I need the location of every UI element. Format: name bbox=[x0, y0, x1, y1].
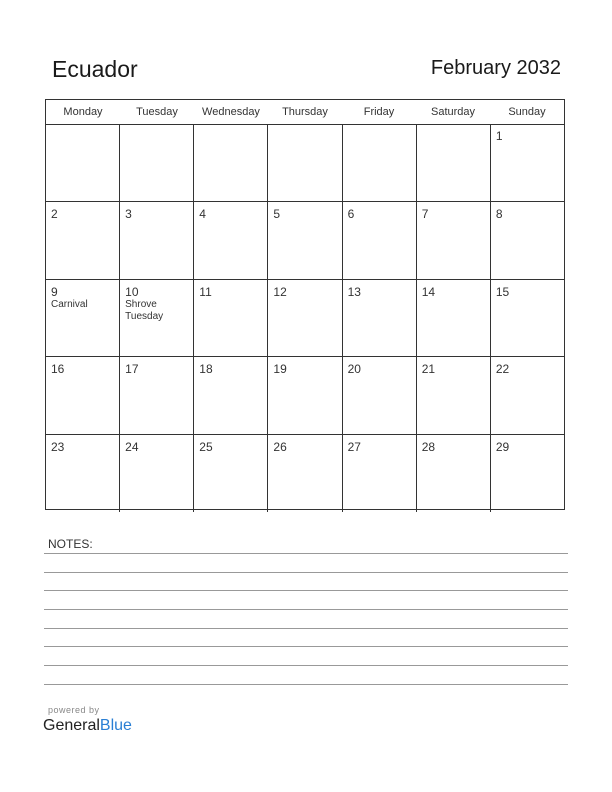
day-cell bbox=[268, 124, 342, 201]
weekday-tuesday: Tuesday bbox=[136, 106, 178, 118]
day-cell bbox=[491, 357, 564, 434]
day-cell bbox=[343, 280, 417, 357]
note-line bbox=[44, 609, 568, 610]
weekday-saturday: Saturday bbox=[430, 106, 476, 118]
day-number: 9 bbox=[51, 284, 58, 299]
week-row bbox=[46, 201, 564, 279]
note-line bbox=[44, 646, 568, 647]
note-line bbox=[44, 590, 568, 591]
day-number: 29 bbox=[495, 439, 510, 454]
day-number: 22 bbox=[495, 362, 510, 377]
day-number: 24 bbox=[125, 439, 139, 454]
day-number: 11 bbox=[199, 284, 212, 299]
day-number: 20 bbox=[347, 362, 361, 377]
day-cell bbox=[194, 435, 268, 512]
day-cell bbox=[268, 435, 342, 512]
week-row bbox=[46, 434, 564, 512]
day-cell bbox=[417, 202, 491, 279]
day-cell bbox=[120, 124, 194, 201]
day-cell bbox=[194, 280, 268, 357]
day-cell bbox=[343, 124, 417, 201]
day-cell bbox=[417, 435, 491, 512]
day-number: 18 bbox=[199, 362, 213, 377]
week-row bbox=[46, 279, 564, 357]
day-number: 15 bbox=[495, 284, 510, 299]
day-number: 2 bbox=[51, 207, 58, 222]
calendar-grid bbox=[45, 99, 565, 510]
powered-by-text: powered by bbox=[48, 705, 100, 715]
day-number: 21 bbox=[421, 362, 436, 377]
day-cell bbox=[268, 280, 342, 357]
day-cell bbox=[491, 202, 564, 279]
day-number: 28 bbox=[421, 439, 436, 454]
day-cell bbox=[194, 202, 268, 279]
weekday-monday: Monday bbox=[63, 106, 103, 118]
notes-label: NOTES: bbox=[48, 537, 93, 551]
day-cell bbox=[417, 357, 491, 434]
day-cell bbox=[343, 435, 417, 512]
day-cell bbox=[268, 202, 342, 279]
day-number: 12 bbox=[273, 284, 287, 299]
country-title: Ecuador bbox=[52, 56, 138, 82]
day-cell bbox=[491, 280, 564, 357]
weekday-header bbox=[46, 100, 564, 125]
day-cell bbox=[491, 435, 564, 512]
day-cell bbox=[46, 280, 120, 357]
day-cell bbox=[46, 202, 120, 279]
day-cell bbox=[343, 357, 417, 434]
day-cell bbox=[46, 124, 120, 201]
brand-general: General bbox=[43, 717, 100, 734]
week-row bbox=[46, 124, 564, 201]
weekday-friday: Friday bbox=[363, 106, 395, 118]
note-line bbox=[44, 684, 568, 685]
day-cell bbox=[491, 124, 564, 201]
day-number: 17 bbox=[125, 362, 139, 377]
day-number: 26 bbox=[273, 439, 287, 454]
holiday-label: Shrove Tuesday bbox=[125, 298, 164, 322]
day-cell bbox=[343, 202, 417, 279]
day-number: 27 bbox=[347, 439, 361, 454]
note-line bbox=[44, 665, 568, 666]
holiday-label: Carnival bbox=[51, 298, 88, 310]
weekday-thursday: Thursday bbox=[282, 106, 328, 118]
day-cell bbox=[46, 357, 120, 434]
day-cell bbox=[46, 435, 120, 512]
day-cell bbox=[194, 124, 268, 201]
day-number: 1 bbox=[495, 129, 503, 143]
day-number: 23 bbox=[51, 439, 65, 454]
day-number: 14 bbox=[421, 284, 436, 299]
day-number: 25 bbox=[199, 439, 213, 454]
day-cell bbox=[268, 357, 342, 434]
day-cell bbox=[417, 280, 491, 357]
day-number: 13 bbox=[347, 284, 361, 299]
day-number: 6 bbox=[347, 207, 355, 222]
day-cell bbox=[120, 202, 194, 279]
weekday-sunday: Sunday bbox=[508, 106, 546, 118]
day-number: 5 bbox=[273, 207, 281, 222]
day-cell bbox=[120, 357, 194, 434]
day-cell bbox=[417, 124, 491, 201]
day-cell bbox=[120, 435, 194, 512]
day-cell bbox=[120, 280, 194, 357]
note-line bbox=[44, 628, 568, 629]
day-number: 19 bbox=[273, 362, 287, 377]
day-number: 8 bbox=[495, 207, 503, 222]
brand-blue: Blue bbox=[99, 717, 132, 734]
note-line bbox=[44, 553, 568, 554]
day-number: 10 bbox=[125, 284, 139, 299]
day-number: 4 bbox=[199, 207, 206, 222]
day-number: 7 bbox=[421, 207, 429, 222]
generalblue-logo bbox=[43, 717, 132, 735]
day-number: 3 bbox=[125, 207, 132, 222]
week-row bbox=[46, 356, 564, 434]
day-number: 16 bbox=[51, 362, 65, 377]
weekday-wednesday: Wednesday bbox=[202, 106, 260, 118]
day-cell bbox=[194, 357, 268, 434]
note-line bbox=[44, 572, 568, 573]
month-title: February 2032 bbox=[430, 57, 561, 79]
